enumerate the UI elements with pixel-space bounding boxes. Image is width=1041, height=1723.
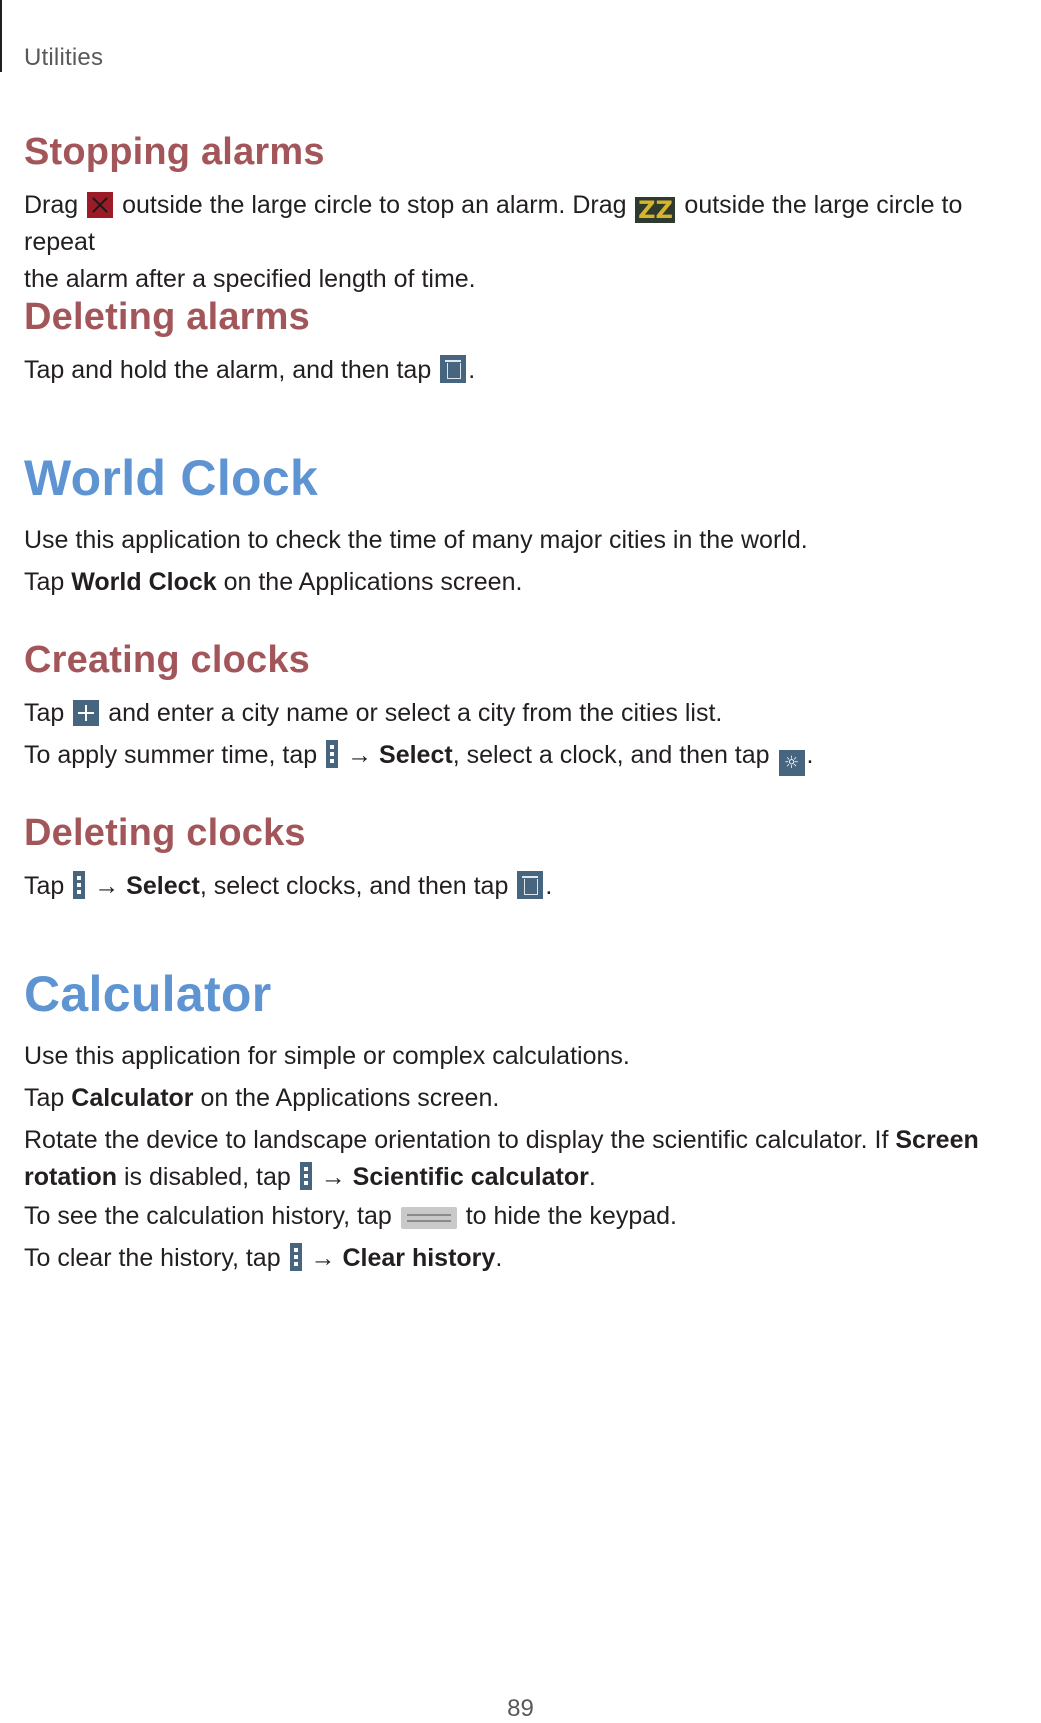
paragraph-deleting-alarms: Tap and hold the alarm, and then tap . <box>24 356 476 384</box>
more-options-icon <box>300 1162 312 1190</box>
more-options-icon <box>290 1243 302 1271</box>
trash-icon <box>517 871 543 899</box>
more-options-icon <box>326 740 338 768</box>
heading-world-clock: World Clock <box>24 450 319 506</box>
page-margin-rule <box>0 0 2 72</box>
heading-calculator: Calculator <box>24 966 272 1022</box>
paragraph-calculator-history: To see the calculation history, tap to hide the keypad. <box>24 1202 677 1230</box>
more-options-icon <box>73 871 85 899</box>
heading-deleting-clocks: Deleting clocks <box>24 812 306 854</box>
paragraph-calculator-clear: To clear the history, tap → Clear history. <box>24 1244 503 1272</box>
summer-time-icon: ☼ <box>779 750 805 776</box>
trash-icon <box>440 355 466 383</box>
paragraph-stopping-alarms: Drag outside the large circle to stop an alarm. Drag ZZ outside the large circle to repeat the alarm after a specified length of time. <box>24 191 963 293</box>
dismiss-alarm-icon <box>87 192 113 218</box>
plus-icon <box>73 700 99 726</box>
paragraph-deleting-clocks: Tap → Select, select clocks, and then tap . <box>24 872 553 900</box>
snooze-icon: ZZ <box>635 197 675 223</box>
paragraph-world-clock-intro: Use this application to check the time of many major cities in the world. <box>24 526 808 554</box>
heading-stopping-alarms: Stopping alarms <box>24 131 325 173</box>
heading-creating-clocks: Creating clocks <box>24 639 310 681</box>
paragraph-world-clock-tap: Tap World Clock on the Applications screen. <box>24 568 523 596</box>
paragraph-calculator-tap: Tap Calculator on the Applications screen. <box>24 1084 500 1112</box>
paragraph-calculator-intro: Use this application for simple or complex calculations. <box>24 1042 630 1070</box>
paragraph-creating-clocks-summer: To apply summer time, tap → Select, select a clock, and then tap ☼ . <box>24 737 1024 776</box>
running-header: Utilities <box>24 44 104 71</box>
heading-deleting-alarms: Deleting alarms <box>24 296 310 338</box>
page-number: 89 <box>507 1695 534 1722</box>
paragraph-calculator-rotate: Rotate the device to landscape orientation to display the scientific calculator. If Screen rotation is disabled, tap → Scientific calculator. <box>24 1126 979 1191</box>
paragraph-creating-clocks-add: Tap and enter a city name or select a city from the cities list. <box>24 699 723 727</box>
keypad-handle-icon <box>401 1207 457 1229</box>
